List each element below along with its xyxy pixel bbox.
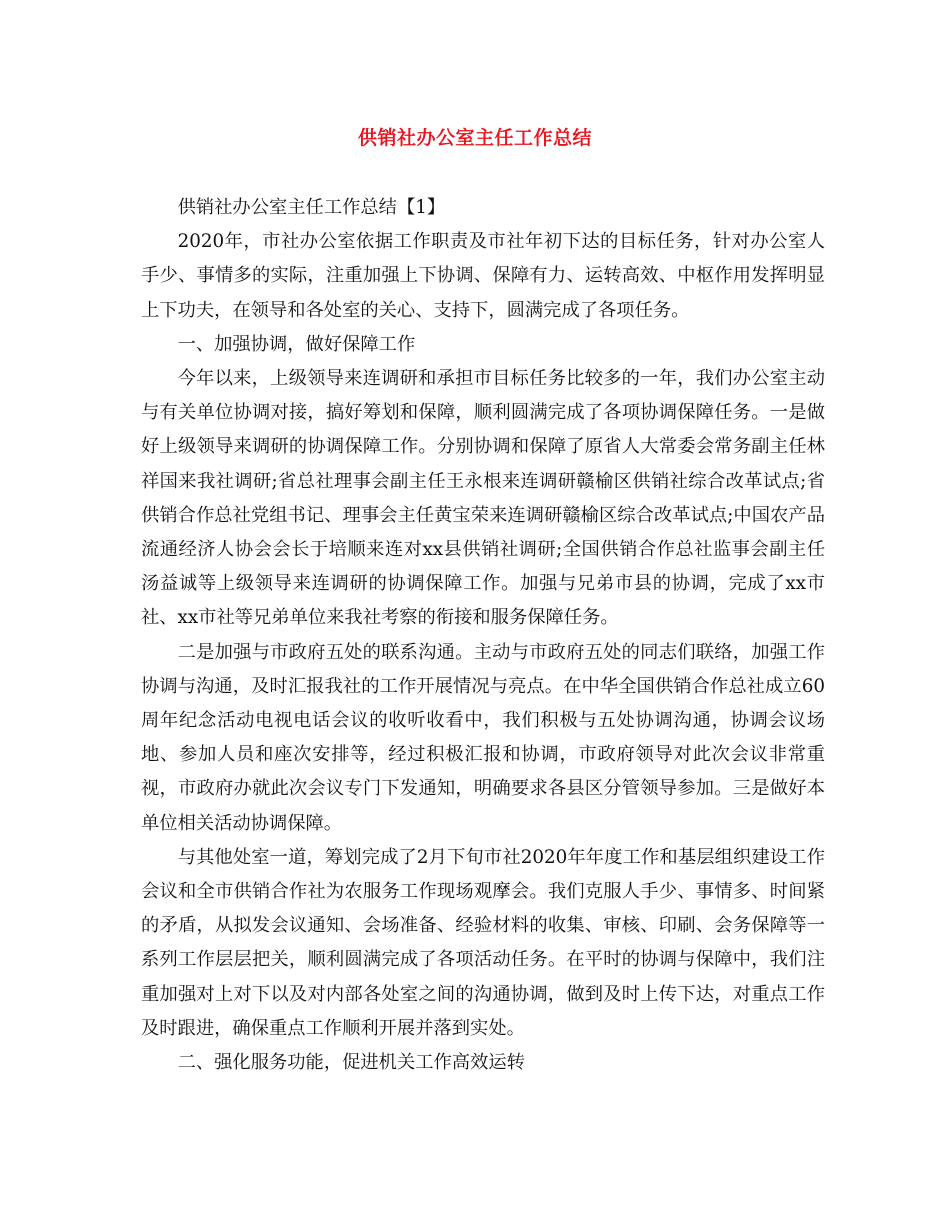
paragraph-subtitle: 供销社办公室主任工作总结【1】 (177, 197, 446, 218)
document-title: 供销社办公室主任工作总结 (357, 127, 592, 149)
section-heading: 二、强化服务功能，促进机关工作高效运转 (177, 1052, 525, 1074)
paragraph: 今年以来，上级领导来连调研和承担市目标任务比较多的一年，我们办公室主动与有关单位协调对接，搞好筹划和保障，顺利圆满完成了各项协调保障任务。一是做好上级领导来调研的协调保障工作。分别协调和保障了原省人大常委会常务副主任林祥国来我社调研;省总社理事会副主任王永根来连调研赣榆区供销社综合改革试点;省供销合作总社党组书记、理事会主任黄宝荣来连调研赣榆区综合改革试点;中国农产品流通经济人协会会长于培顺来连对xx县供销社调研;全国供销合作总社监事会副主任汤益诚等上级领导来连调研的协调保障工作。加强与兄弟市县的协调，完成了xx市社、xx市社等兄弟单位来我社考察的衔接和服务保障任务。 (141, 368, 825, 629)
paragraph: 与其他处室一道，筹划完成了2月下旬市社2020年年度工作和基层组织建设工作会议和全市供销合作社为农服务工作现场观摩会。我们克服人手少、事情多、时间紧的矛盾，从拟发会议通知、会场准备、经验材料的收集、审核、印刷、会务保障等一系列工作层层把关，顺利圆满完成了各项活动任务。在平时的协调与保障中，我们注重加强对上对下以及对内部各处室之间的沟通协调，做到及时上传下达，对重点工作及时跟进，确保重点工作顺利开展并落到实处。 (141, 846, 825, 1039)
paragraph: 二是加强与市政府五处的联系沟通。主动与市政府五处的同志们联络，加强工作协调与沟通，及时汇报我社的工作开展情况与亮点。在中华全国供销合作总社成立60周年纪念活动电视电话会议的收听收看中，我们积极与五处协调沟通，协调会议场地、参加人员和座次安排等，经过积极汇报和协调，市政府领导对此次会议非常重视，市政府办就此次会议专门下发通知，明确要求各县区分管领导参加。三是做好本单位相关活动协调保障。 (141, 641, 825, 834)
paragraph: 2020年，市社办公室依据工作职责及市社年初下达的目标任务，针对办公室人手少、事情多的实际，注重加强上下协调、保障有力、运转高效、中枢作用发挥明显上下功夫，在领导和各处室的关心、支持下，圆满完成了各项任务。 (141, 231, 825, 321)
document-body (141, 191, 825, 1080)
section-heading: 一、加强协调，做好保障工作 (177, 333, 416, 355)
